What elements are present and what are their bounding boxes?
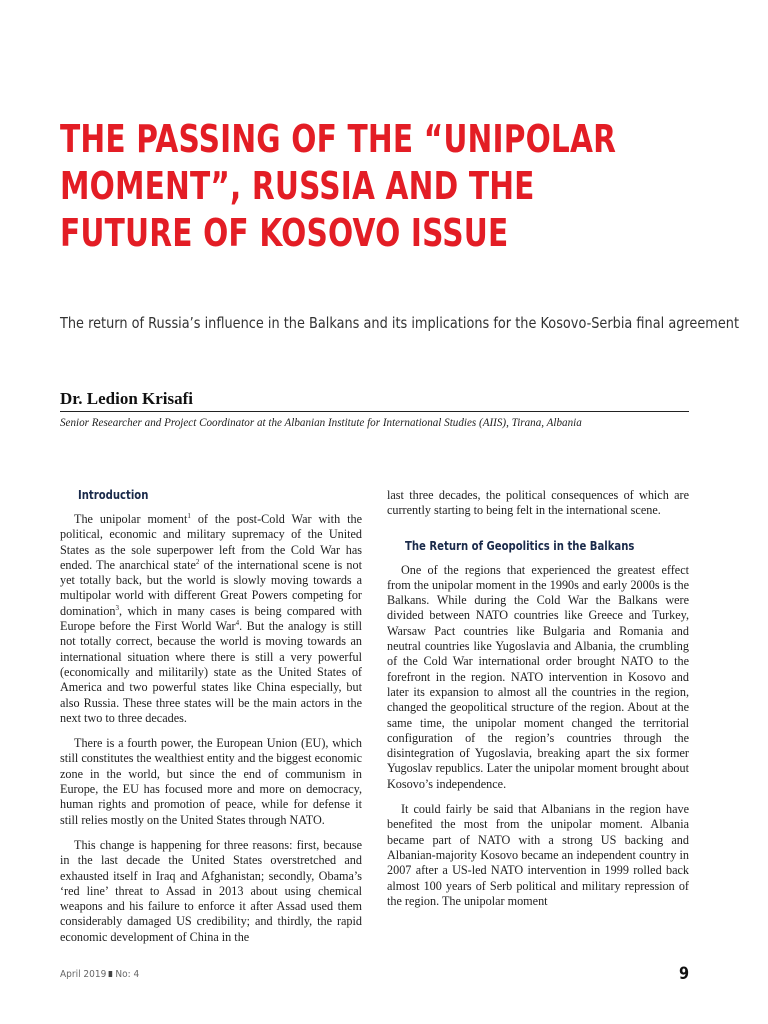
paragraph: One of the regions that experienced the greatest effect from the unipolar moment in the 1990s and early 2000s is the Balkans. While during the Cold War the Balkans were divided between NATO countries like Greece and Turkey, Warsaw Pact countries like Bulgaria and Romania and neutral countries like Yugoslavia and Albania, the crumbling of the Cold War international order brought NATO to the forefront in the region. NATO intervention in Kosovo and later its expansion to almost all the countries in the region, changed the geopolitical structure of the region. About at the same time, the unipolar moment changed the territorial configuration of the region’s countries through the disintegration of Yugoslavia, breaking apart the six former Yugoslav republics. Later the unipolar moment brought about Kosovo’s independence. bbox=[387, 562, 689, 791]
author-affiliation: Senior Researcher and Project Coordinator at the Albanian Institute for International Studies (AIIS), Tirana, Albania bbox=[60, 417, 582, 429]
article-subtitle: The return of Russia’s influence in the Balkans and its implications for the Kosovo-Serbia final agreement bbox=[60, 314, 740, 332]
paragraph: There is a fourth power, the European Union (EU), which still constitutes the wealthiest entity and the biggest economic zone in the world, but since the end of communism in Europe, the EU has focused more and more on democracy, human rights and promotion of peace, while for defense it still relies mostly on the United States through NATO. bbox=[60, 736, 362, 827]
footnote-ref[interactable]: 1 bbox=[187, 511, 191, 520]
separator-square-icon bbox=[109, 971, 113, 977]
footnote-ref[interactable]: 4 bbox=[235, 619, 240, 628]
left-column bbox=[60, 488, 362, 955]
footnote-ref[interactable]: 2 bbox=[195, 557, 200, 566]
issue-date: April 2019 bbox=[60, 969, 107, 980]
author-name: Dr. Ledion Krisafi bbox=[60, 389, 194, 408]
section-heading-introduction: Introduction bbox=[78, 488, 149, 502]
issue-number: No: 4 bbox=[115, 969, 140, 980]
paragraph-text: The unipolar moment bbox=[74, 512, 188, 526]
section-heading-geopolitics: The Return of Geopolitics in the Balkans bbox=[405, 538, 635, 553]
title-line: FUTURE OF KOSOVO ISSUE bbox=[60, 211, 509, 255]
title-line: MOMENT”, RUSSIA AND THE bbox=[60, 164, 535, 208]
paragraph: last three decades, the political consequences of which are currently starting to being felt in the international scene. bbox=[387, 488, 689, 518]
right-column bbox=[387, 488, 689, 919]
paragraph-text: . But the analogy is still not totally correct, because the world is moving towards an international situation where there is still a very powerful (economically and militarily) state as the United States of America and two powerful states like China especially, but also Russia. These three states will be the main actors in the next two to three decades. bbox=[60, 619, 362, 725]
paragraph-text: , which in many cases is being compared with Europe before the First World War bbox=[60, 603, 362, 634]
paragraph-text: of the post-Cold War with the political, economic and military supremacy of the United States as the sole superpower left from the Cold War has ended. The anarchical state bbox=[60, 512, 362, 572]
issue-info bbox=[60, 969, 139, 980]
paragraph bbox=[60, 512, 362, 726]
paragraph: It could fairly be said that Albanians in the region have benefited the most from the unipolar moment. Albania became part of NATO with a strong US backing and Albanian-majority Kosovo became an independent country in 2007 after a US-led NATO intervention in 1999 rolled back almost 100 years of Serb political and military repression of the region. The unipolar moment bbox=[387, 802, 689, 908]
paragraph-text: of the international scene is not yet totally back, but the world is slowly moving towards a multipolar world with different Great Powers competing for domination bbox=[60, 557, 362, 618]
footnote-ref[interactable]: 3 bbox=[115, 603, 120, 612]
title-line: THE PASSING OF THE “UNIPOLAR bbox=[60, 117, 617, 161]
paragraph: This change is happening for three reasons: first, because in the last decade the United States overstretched and exhausted itself in Iraq and Afghanistan; secondly, Obama’s ‘red line’ threat to Assad in 2013 about using chemical weapons and his failure to enforce it after Assad used them considerably damaged US credibility; and thirdly, the rapid economic development of China in the bbox=[60, 837, 362, 944]
article-title bbox=[60, 116, 617, 257]
author-divider bbox=[60, 411, 689, 412]
page-number: 9 bbox=[679, 964, 690, 984]
